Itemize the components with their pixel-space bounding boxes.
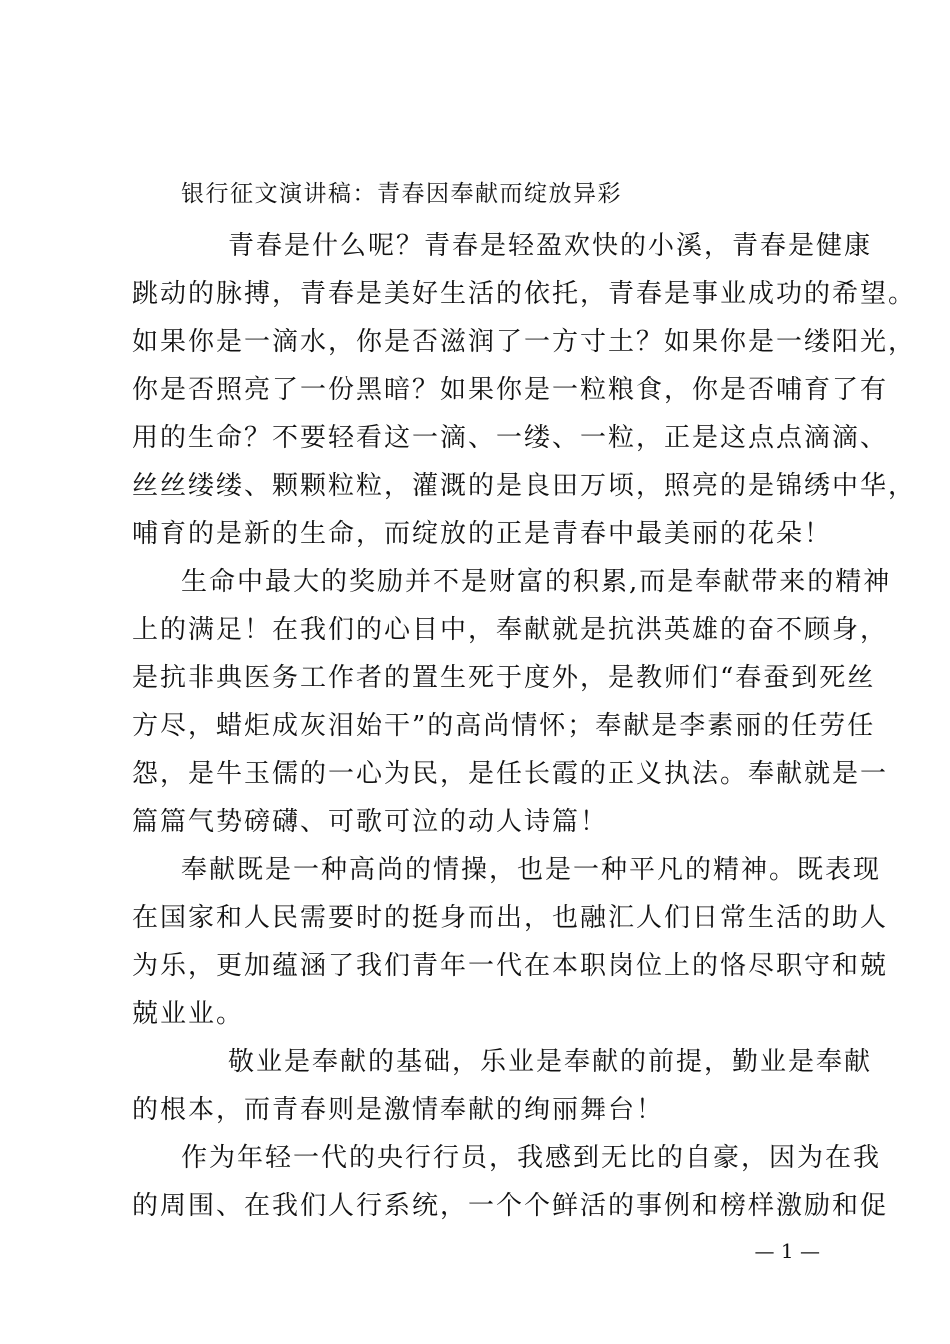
text-line: 在国家和人民需要时的挺身而出，也融汇人们日常生活的助人 [132, 903, 889, 933]
text-line: 如果你是一滴水，你是否滋润了一方寸土？如果你是一缕阳光， [132, 327, 917, 357]
text-line: 兢业业。 [132, 999, 245, 1029]
text-line: 的周围、在我们人行系统，一个个鲜活的事例和榜样激励和促 [132, 1191, 889, 1221]
text-line: 哺育的是新的生命，而绽放的正是青春中最美丽的花朵！ [132, 519, 833, 549]
text-line: 用的生命？不要轻看这一滴、一缕、一粒，正是这点点滴滴、 [132, 423, 889, 453]
text-line: 上的满足！在我们的心目中，奉献就是抗洪英雄的奋不顾身， [132, 615, 889, 645]
text-line: 是抗非典医务工作者的置生死于度外，是教师们“春蚕到死丝 [132, 663, 876, 693]
page-number: — 1 — [754, 1239, 820, 1263]
text-line: 青春是什么呢？青春是轻盈欢快的小溪，青春是健康 [228, 231, 873, 261]
text-line: 跳动的脉搏，青春是美好生活的依托，青春是事业成功的希望。 [132, 279, 917, 309]
text-line: 怨，是牛玉儒的一心为民，是任长霞的正义执法。奉献就是一 [132, 759, 889, 789]
text-line: 生命中最大的奖励并不是财富的积累,而是奉献带来的精神 [181, 567, 892, 597]
text-line: 为乐，更加蕴涵了我们青年一代在本职岗位上的恪尽职守和兢 [132, 951, 889, 981]
document-title: 银行征文演讲稿：青春因奉献而绽放异彩 [181, 181, 622, 207]
text-line: 敬业是奉献的基础，乐业是奉献的前提，勤业是奉献 [228, 1047, 873, 1077]
text-line: 方尽，蜡炬成灰泪始干”的高尚情怀；奉献是李素丽的任劳任 [132, 711, 876, 741]
text-line: 丝丝缕缕、颗颗粒粒，灌溉的是良田万顷，照亮的是锦绣中华， [132, 471, 917, 501]
text-line: 作为年轻一代的央行行员，我感到无比的自豪，因为在我 [181, 1143, 882, 1173]
text-line: 奉献既是一种高尚的情操，也是一种平凡的精神。既表现 [181, 855, 882, 885]
text-line: 你是否照亮了一份黑暗？如果你是一粒粮食，你是否哺育了有 [132, 375, 889, 405]
text-line: 篇篇气势磅礴、可歌可泣的动人诗篇！ [132, 807, 609, 837]
text-line: 的根本，而青春则是激情奉献的绚丽舞台！ [132, 1095, 665, 1125]
